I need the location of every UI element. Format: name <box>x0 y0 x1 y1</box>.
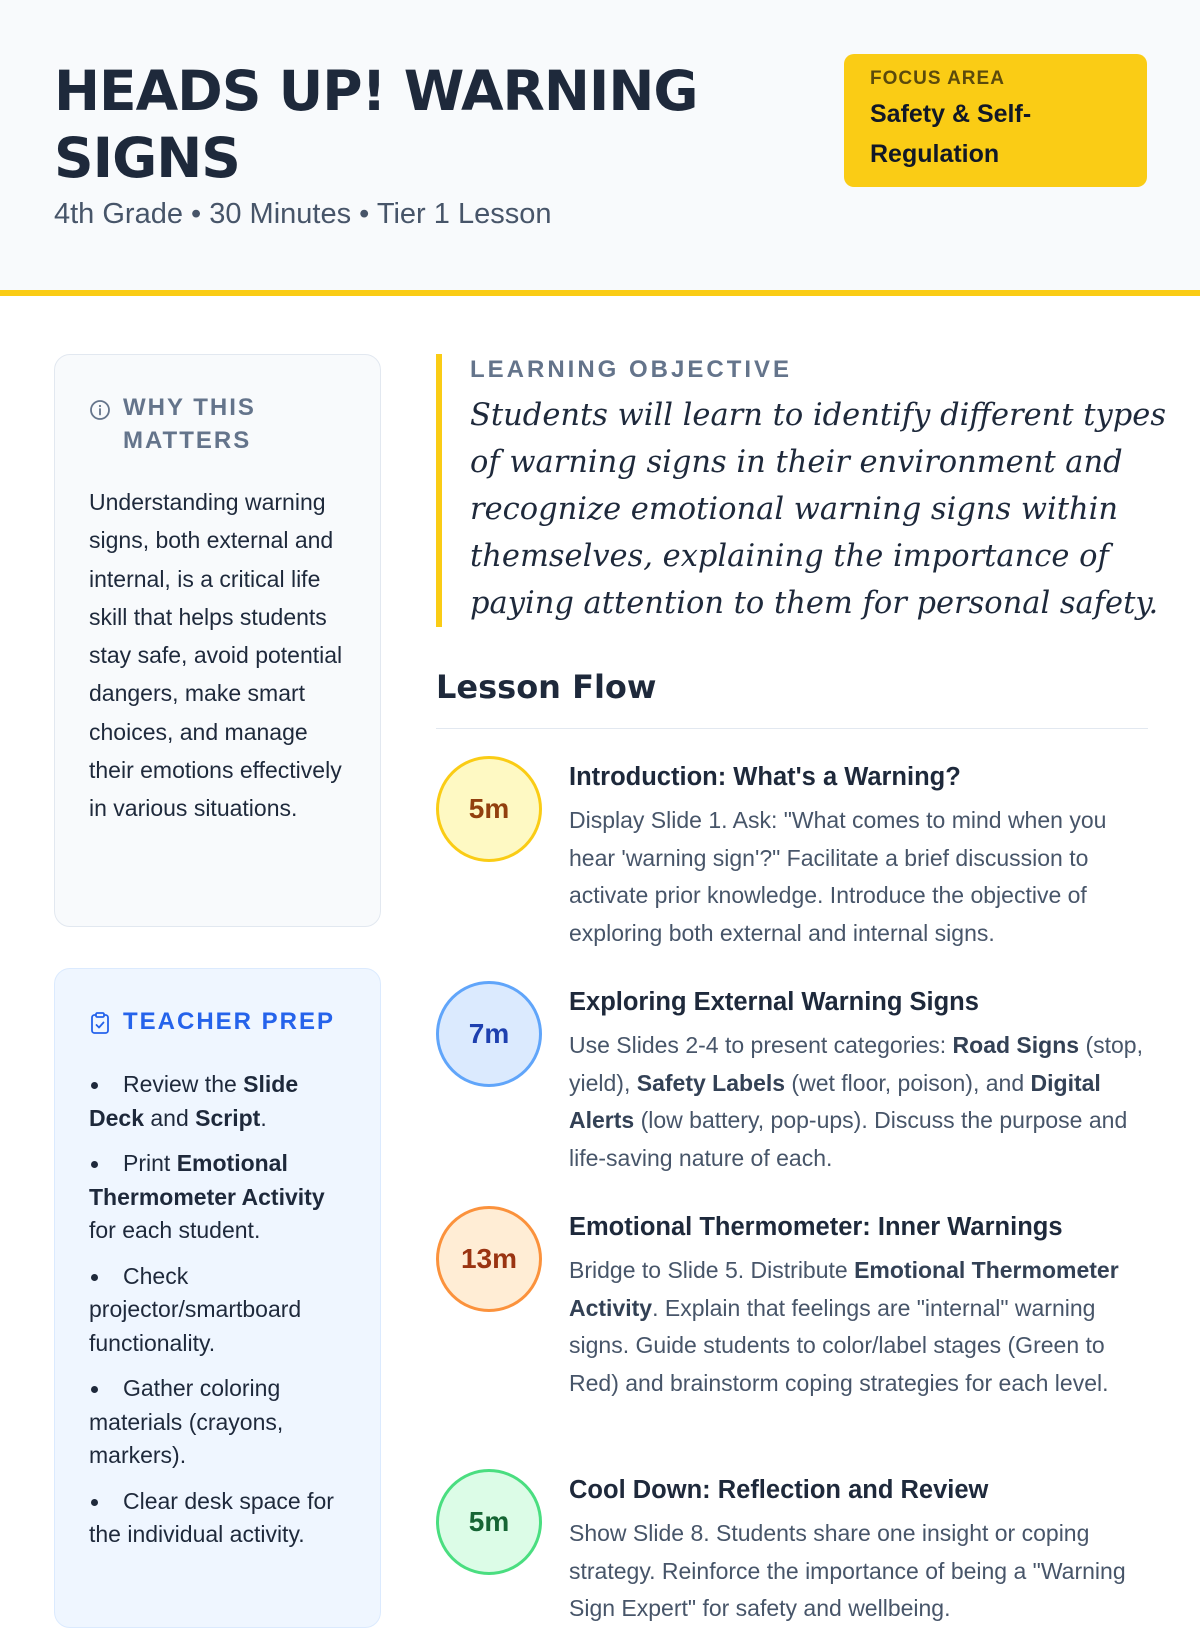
duration-badge: 13m <box>436 1206 542 1312</box>
lesson-header <box>0 0 1200 296</box>
objective-label: LEARNING OBJECTIVE <box>470 356 793 383</box>
step-description: Use Slides 2-4 to present categories: Road Signs (stop, yield), Safety Labels (wet floor, poison), and Digital Alerts (low battery, pop-ups). Discuss the purpose and life-saving nature of each. <box>569 1032 1143 1172</box>
prep-heading <box>89 1005 346 1044</box>
step-title: Emotional Thermometer: Inner Warnings <box>569 1213 1063 1241</box>
focus-area-value: Safety & Self-Regulation <box>870 100 1032 168</box>
focus-area-label: FOCUS AREA <box>870 68 1005 89</box>
step-description: Display Slide 1. Ask: "What comes to mind when you hear 'warning sign'?" Facilitate a brief discussion to activate prior knowledge. Introduce the objective of exploring both external and internal signs. <box>569 807 1107 947</box>
objective-text: Students will learn to identify different types of warning signs in their environment and recognize emotional warning signs within themselves, explaining the importance of paying attention to them for personal safety. <box>470 398 1166 621</box>
why-heading <box>89 391 346 457</box>
info-icon <box>89 397 111 430</box>
why-text: Understanding warning signs, both external and internal, is a critical life skill that helps students stay safe, avoid potential dangers, make smart choices, and manage their emotions effectively in various situations. <box>89 489 343 822</box>
step-title: Introduction: What's a Warning? <box>569 763 961 791</box>
prep-item: Print Emotional Thermometer Activity for each student. <box>89 1147 346 1248</box>
step-description: Show Slide 8. Students share one insight or coping strategy. Reinforce the importance of being a "Warning Sign Expert" for safety and wellbeing. <box>569 1520 1126 1622</box>
prep-heading-label: TEACHER PREP <box>123 1008 336 1035</box>
step-title: Exploring External Warning Signs <box>569 988 979 1016</box>
why-this-matters-card <box>54 354 381 927</box>
why-heading-label: WHY THIS MATTERS <box>123 394 256 454</box>
prep-item: Clear desk space for the individual activity. <box>89 1485 346 1552</box>
prep-item: Review the Slide Deck and Script. <box>89 1068 346 1135</box>
step-title: Cool Down: Reflection and Review <box>569 1476 989 1504</box>
lesson-flow-title: Lesson Flow <box>436 668 657 706</box>
prep-list <box>89 1068 346 1552</box>
duration-badge: 7m <box>436 981 542 1087</box>
lesson-meta: 4th Grade • 30 Minutes • Tier 1 Lesson <box>54 198 552 230</box>
prep-item: Gather coloring materials (crayons, markers). <box>89 1372 346 1473</box>
step-description: Bridge to Slide 5. Distribute Emotional Thermometer Activity. Explain that feelings are "internal" warning signs. Guide students to color/label stages (Green to Red) and brainstorm coping strategies for each level. <box>569 1257 1119 1397</box>
divider <box>436 728 1148 729</box>
focus-area-card <box>844 54 1147 187</box>
clipboard-check-icon <box>89 1011 111 1044</box>
learning-objective <box>436 354 1166 627</box>
duration-badge: 5m <box>436 1469 542 1575</box>
prep-item: Check projector/smartboard functionality. <box>89 1260 346 1361</box>
page-title: HEADS UP! WARNING SIGNS <box>54 59 698 190</box>
duration-badge: 5m <box>436 756 542 862</box>
teacher-prep-card <box>54 968 381 1628</box>
